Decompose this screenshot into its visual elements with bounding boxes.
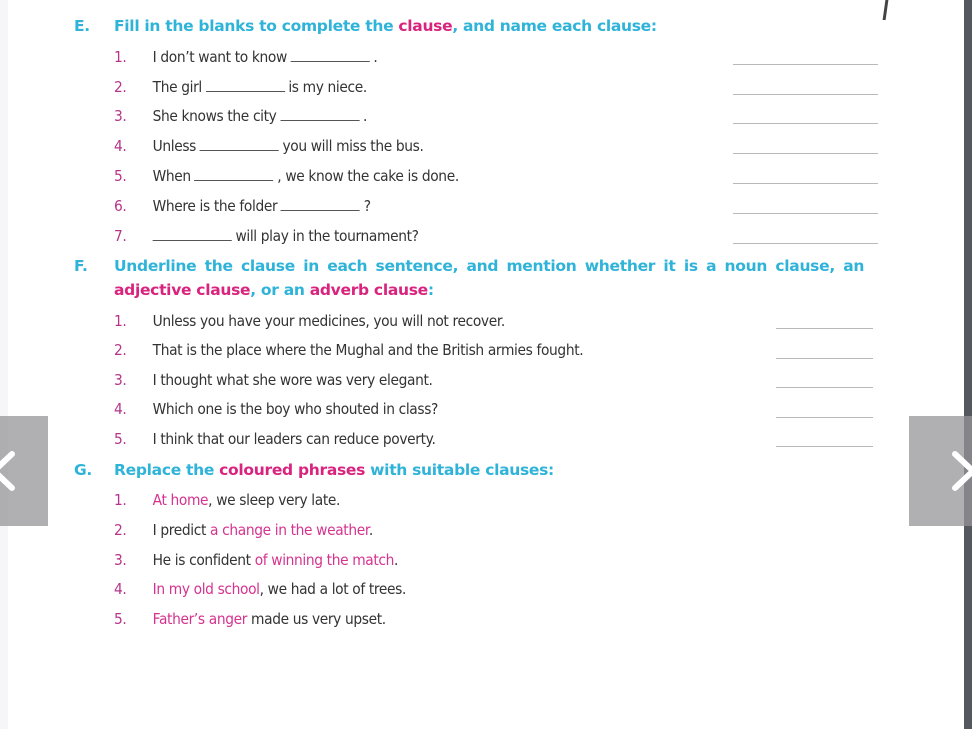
answer-line-e3[interactable] xyxy=(733,123,878,124)
question-f3: 3. I thought what she wore was very elegant. xyxy=(114,371,433,389)
answer-line-f3[interactable] xyxy=(776,387,873,388)
viewer-edge xyxy=(964,0,972,729)
question-e3: 3. She knows the city . xyxy=(114,107,367,125)
answer-line-f5[interactable] xyxy=(776,446,873,447)
section-letter: E. xyxy=(74,17,90,35)
answer-line-e6[interactable] xyxy=(733,213,878,214)
question-e1: 1. I don’t want to know . xyxy=(114,48,378,66)
question-f4: 4. Which one is the boy who shouted in class? xyxy=(114,400,438,418)
section-f-heading: F. Underline the clause in each sentence, and mention whether it is a noun clause, an xyxy=(74,257,865,275)
blank-field[interactable] xyxy=(291,49,370,62)
question-f2: 2. That is the place where the Mughal and the British armies fought. xyxy=(114,341,584,359)
blank-field[interactable] xyxy=(194,168,273,181)
answer-line-f1[interactable] xyxy=(776,328,873,329)
question-e6: 6. Where is the folder ? xyxy=(114,197,371,215)
coloured-phrase: In my old school xyxy=(152,580,260,598)
question-g3: 3. He is confident of winning the match. xyxy=(114,551,399,569)
chevron-left-icon xyxy=(0,450,16,492)
answer-line-e5[interactable] xyxy=(733,183,878,184)
answer-line-e7[interactable] xyxy=(733,243,878,244)
question-g1: 1. At home, we sleep very late. xyxy=(114,491,341,509)
question-e2: 2. The girl is my niece. xyxy=(114,78,367,96)
coloured-phrase: At home xyxy=(152,491,209,509)
blank-field[interactable] xyxy=(280,108,359,121)
answer-line-e4[interactable] xyxy=(733,153,878,154)
question-e7: 7. will play in the tournament? xyxy=(114,227,419,245)
coloured-phrase: a change in the weather xyxy=(210,521,369,539)
blank-field[interactable] xyxy=(200,138,279,151)
answer-line-e2[interactable] xyxy=(733,94,878,95)
coloured-phrase: Father’s anger xyxy=(152,610,248,628)
section-g-heading: G. Replace the coloured phrases with suitable clauses: xyxy=(74,461,554,479)
question-g4: 4. In my old school, we had a lot of trees. xyxy=(114,580,407,598)
chevron-right-icon xyxy=(951,450,972,492)
section-f-heading-line2: adjective clause, or an adverb clause: xyxy=(114,281,434,299)
next-page-button[interactable] xyxy=(909,416,972,526)
question-g5: 5. Father’s anger made us very upset. xyxy=(114,610,386,628)
answer-line-e1[interactable] xyxy=(733,64,878,65)
question-e4: 4. Unless you will miss the bus. xyxy=(114,137,424,155)
answer-line-f4[interactable] xyxy=(776,417,873,418)
previous-page-button[interactable] xyxy=(0,416,48,526)
blank-field[interactable] xyxy=(281,198,360,211)
question-f1: 1. Unless you have your medicines, you will not recover. xyxy=(114,312,505,330)
question-e5: 5. When , we know the cake is done. xyxy=(114,167,459,185)
answer-line-f2[interactable] xyxy=(776,358,873,359)
blank-field[interactable] xyxy=(206,79,285,92)
blank-field[interactable] xyxy=(153,228,232,241)
coloured-phrase: of winning the match xyxy=(254,551,395,569)
question-g2: 2. I predict a change in the weather. xyxy=(114,521,373,539)
section-e-heading: E. Fill in the blanks to complete the clause, and name each clause: xyxy=(74,17,657,35)
question-f5: 5. I think that our leaders can reduce poverty. xyxy=(114,430,436,448)
